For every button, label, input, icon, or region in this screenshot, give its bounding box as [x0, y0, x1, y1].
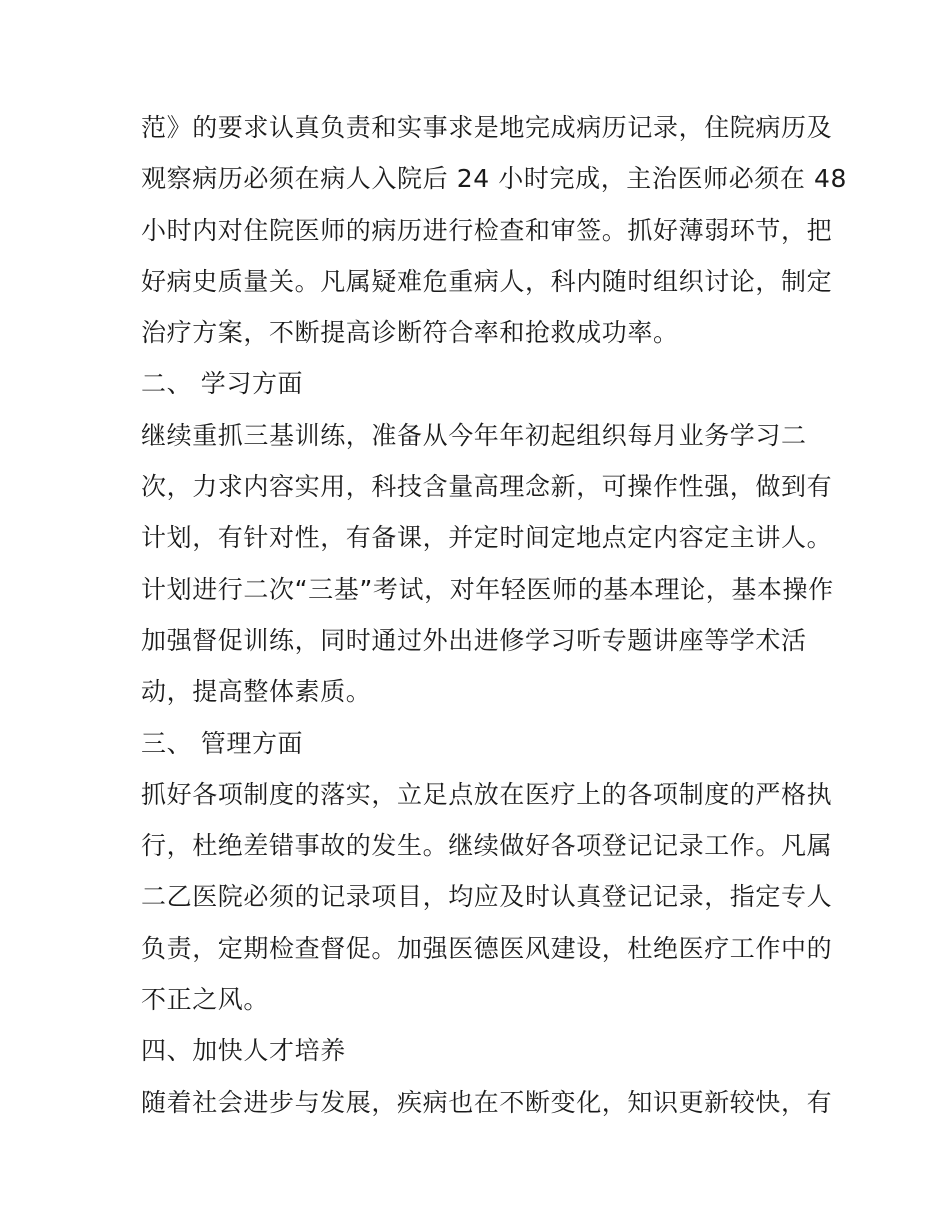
paragraph-line: 不正之风。	[141, 985, 270, 1015]
paragraph-line: 计划进行二次“三基”考试，对年轻医师的基本理论，基本操作	[141, 574, 834, 604]
paragraph-line: 抓好各项制度的落实，立足点放在医疗上的各项制度的严格执	[141, 779, 833, 809]
paragraph-line: 行，杜绝差错事故的发生。继续做好各项登记记录工作。凡属	[141, 831, 833, 861]
paragraph-line: 二乙医院必须的记录项目，均应及时认真登记记录，指定专人	[141, 882, 833, 912]
paragraph-line: 继续重抓三基训练，准备从今年年初起组织每月业务学习二	[141, 420, 807, 450]
section-heading: 二、 学习方面	[141, 369, 304, 399]
document-body	[141, 102, 848, 1128]
paragraph-line: 次，力求内容实用，科技含量高理念新，可操作性强，做到有	[141, 472, 833, 502]
paragraph-line: 随着社会进步与发展，疾病也在不断变化，知识更新较快，有	[141, 1087, 833, 1117]
paragraph-line: 观察病历必须在病人入院后 24 小时完成，主治医师必须在 48	[141, 164, 848, 194]
paragraph-line: 动，提高整体素质。	[141, 677, 372, 707]
paragraph-line: 负责，定期检查督促。加强医德医风建设，杜绝医疗工作中的	[141, 933, 833, 963]
paragraph-line: 小时内对住院医师的病历进行检查和审签。抓好薄弱环节，把	[141, 215, 833, 245]
section-heading: 三、 管理方面	[141, 728, 304, 758]
paragraph-line: 计划，有针对性，有备课，并定时间定地点定内容定主讲人。	[141, 523, 833, 553]
paragraph-line: 范》的要求认真负责和实事求是地完成病历记录，住院病历及	[141, 113, 833, 142]
paragraph-line: 加强督促训练，同时通过外出进修学习听专题讲座等学术活	[141, 625, 807, 655]
paragraph-line: 治疗方案，不断提高诊断符合率和抢救成功率。	[141, 318, 679, 348]
section-heading: 四、加快人才培养	[141, 1036, 346, 1066]
paragraph-line: 好病史质量关。凡属疑难危重病人，科内随时组织讨论，制定	[141, 266, 833, 296]
